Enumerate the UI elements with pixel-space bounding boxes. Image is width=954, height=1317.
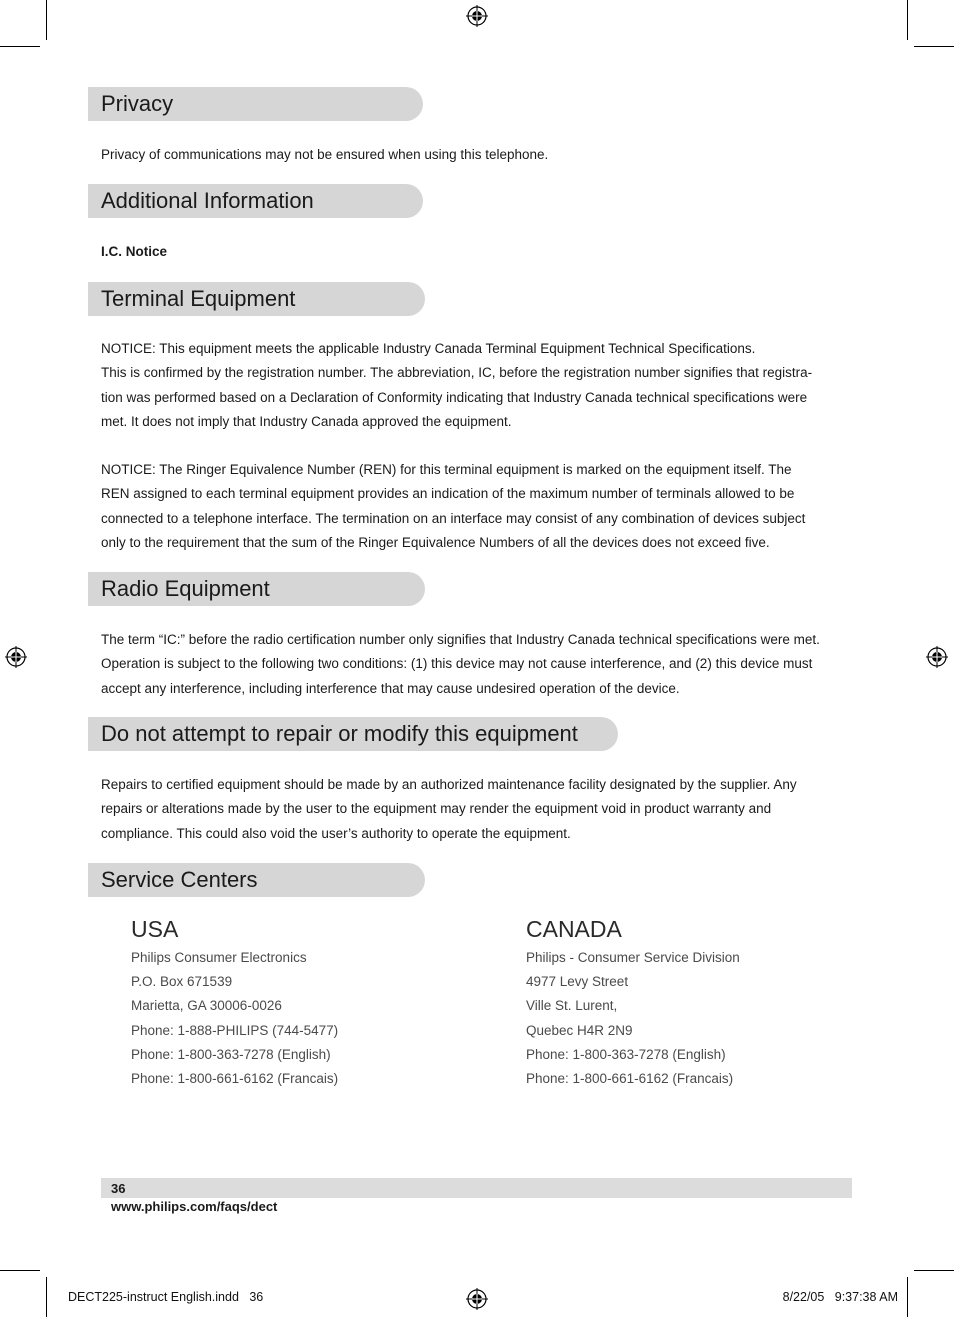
address-line: Marietta, GA 30006-0026	[131, 998, 282, 1014]
text-line: REN assigned to each terminal equipment provides an indication of the maximum number of terminals allowed to be	[101, 486, 795, 502]
footer-url[interactable]: www.philips.com/faqs/dect	[111, 1199, 278, 1214]
privacy-text: Privacy of communications may not be ensured when using this telephone.	[101, 147, 549, 162]
phone-line: Phone: 1-800-661-6162 (Francais)	[526, 1071, 734, 1087]
section-title: Privacy	[101, 91, 174, 116]
registration-mark-icon	[926, 646, 948, 668]
text-line: Repairs to certified equipment should be made by an authorized maintenance facility designated by the supplier. Any	[101, 777, 797, 792]
service-center-usa	[131, 912, 338, 1091]
crop-mark	[907, 0, 908, 40]
crop-mark	[914, 1270, 954, 1271]
page-number: 36	[111, 1181, 126, 1196]
slug-file-name: DECT225-instruct English.indd 36	[68, 1290, 264, 1304]
section-header-additional-information	[88, 184, 423, 218]
section-title: Service Centers	[101, 867, 258, 892]
address-line: Philips - Consumer Service Division	[526, 950, 740, 965]
repair-paragraph	[101, 773, 861, 846]
text-line: NOTICE: This equipment meets the applicable Industry Canada Terminal Equipment Technical Specifications.	[101, 341, 756, 356]
country-heading: CANADA	[526, 916, 622, 942]
section-header-terminal-equipment	[88, 282, 425, 316]
phone-line: Phone: 1-888-PHILIPS (744-5477)	[131, 1022, 339, 1038]
section-header-radio-equipment	[88, 572, 425, 606]
section-header-privacy	[88, 87, 423, 121]
text-line: accept any interference, including interference that may cause undesired operation of the device.	[101, 680, 680, 696]
text-line: only to the requirement that the sum of the Ringer Equivalence Numbers of all the devices does not exceed five.	[101, 534, 770, 550]
crop-mark	[907, 1277, 908, 1317]
phone-line: Phone: 1-800-661-6162 (Francais)	[131, 1071, 339, 1087]
terminal-paragraph-1	[101, 337, 861, 434]
crop-mark	[914, 46, 954, 47]
slug-timestamp: 8/22/05 9:37:38 AM	[782, 1290, 898, 1304]
crop-mark	[46, 1277, 47, 1317]
radio-paragraph	[101, 628, 861, 701]
registration-mark-icon	[466, 1288, 488, 1310]
text-line: This is confirmed by the registration number. The abbreviation, IC, before the registration number signifies that registra-	[101, 365, 813, 381]
registration-mark-icon	[466, 5, 488, 27]
address-line: Quebec H4R 2N9	[526, 1022, 633, 1038]
text-line: Operation is subject to the following two conditions: (1) this device may not cause interference, and (2) this device must	[101, 656, 813, 672]
text-line: NOTICE: The Ringer Equivalence Number (REN) for this terminal equipment is marked on the equipment itself. The	[101, 462, 792, 477]
text-line: met. It does not imply that Industry Canada approved the equipment.	[101, 413, 512, 429]
address-line: Ville St. Lurent,	[526, 998, 618, 1014]
section-header-service-centers	[88, 863, 425, 897]
text-line: connected to a telephone interface. The termination on an interface may consist of any combination of devices subject	[101, 510, 806, 526]
address-line: Philips Consumer Electronics	[131, 950, 307, 965]
ic-notice-heading: I.C. Notice	[101, 244, 168, 259]
address-line: 4977 Levy Street	[526, 974, 629, 990]
crop-mark	[0, 1270, 40, 1271]
section-title: Terminal Equipment	[101, 286, 296, 311]
address-line: P.O. Box 671539	[131, 974, 233, 990]
registration-mark-icon	[5, 646, 27, 668]
text-line: The term “IC:” before the radio certification number only signifies that Industry Canada technical specifications were met.	[101, 632, 820, 647]
section-title: Additional Information	[101, 188, 314, 213]
phone-line: Phone: 1-800-363-7278 (English)	[131, 1046, 331, 1062]
service-center-canada	[526, 912, 740, 1091]
section-header-repair-warning	[88, 717, 618, 751]
text-line: repairs or alterations made by the user to the equipment may render the equipment void in product warranty and	[101, 801, 772, 817]
crop-mark	[46, 0, 47, 40]
terminal-paragraph-2	[101, 458, 861, 555]
country-heading: USA	[131, 916, 179, 942]
text-line: tion was performed based on a Declaration of Conformity indicating that Industry Canada technical specifications were	[101, 389, 808, 405]
text-line: compliance. This could also void the user’s authority to operate the equipment.	[101, 825, 571, 841]
section-title: Do not attempt to repair or modify this equipment	[101, 721, 578, 746]
phone-line: Phone: 1-800-363-7278 (English)	[526, 1046, 726, 1062]
section-title: Radio Equipment	[101, 576, 270, 601]
footer-bar	[101, 1178, 852, 1198]
crop-mark	[0, 46, 40, 47]
